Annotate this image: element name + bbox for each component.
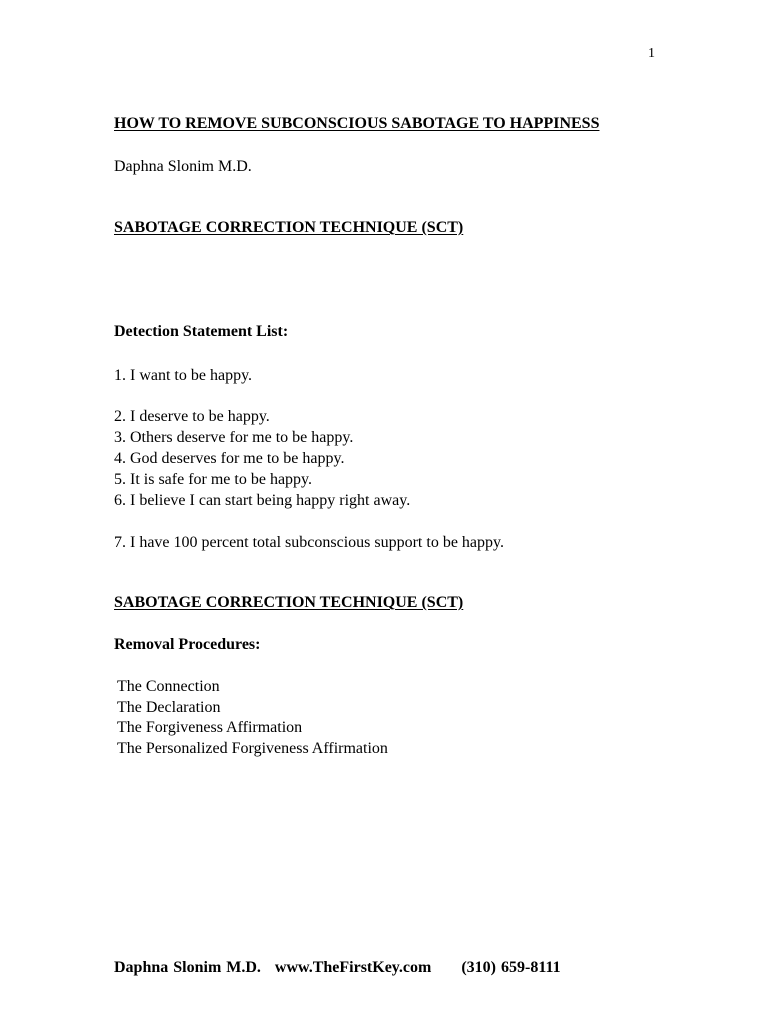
detection-statement: 1. I want to be happy.: [114, 367, 253, 384]
removal-procedures-list: [117, 677, 388, 759]
detection-list-heading: Detection Statement List:: [114, 323, 289, 340]
procedure-item: The Forgiveness Affirmation: [117, 719, 303, 736]
detection-statement: 2. I deserve to be happy.: [114, 408, 270, 425]
procedure-item: The Connection: [117, 678, 220, 695]
detection-statement: 4. God deserves for me to be happy.: [114, 450, 345, 467]
procedure-item: The Declaration: [117, 698, 221, 716]
page-footer: [114, 959, 561, 977]
footer-website: www.TheFirstKey.com: [274, 959, 432, 976]
detection-statement: 7. I have 100 percent total subconscious support to be happy.: [114, 534, 504, 551]
detection-list-group-c: [114, 532, 504, 553]
detection-statement: 6. I believe I can start being happy right away.: [114, 492, 411, 509]
detection-list-group-a: [114, 365, 252, 386]
detection-statement: 3. Others deserve for me to be happy.: [114, 429, 354, 446]
document-title: HOW TO REMOVE SUBCONSCIOUS SABOTAGE TO HAPPINESS: [114, 115, 600, 132]
footer-phone: (310) 659-8111: [461, 959, 561, 976]
section-heading-sct-2: SABOTAGE CORRECTION TECHNIQUE (SCT): [114, 594, 464, 611]
removal-procedures-heading: Removal Procedures:: [114, 636, 261, 653]
author-name: Daphna Slonim M.D.: [114, 158, 252, 175]
detection-list-group-b: [114, 406, 410, 511]
footer-name: Daphna Slonim M.D.: [114, 959, 261, 976]
page-number: 1: [648, 46, 655, 61]
procedure-item: The Personalized Forgiveness Affirmation: [117, 739, 388, 757]
detection-statement: 5. It is safe for me to be happy.: [114, 471, 313, 488]
section-heading-sct: SABOTAGE CORRECTION TECHNIQUE (SCT): [114, 219, 464, 236]
